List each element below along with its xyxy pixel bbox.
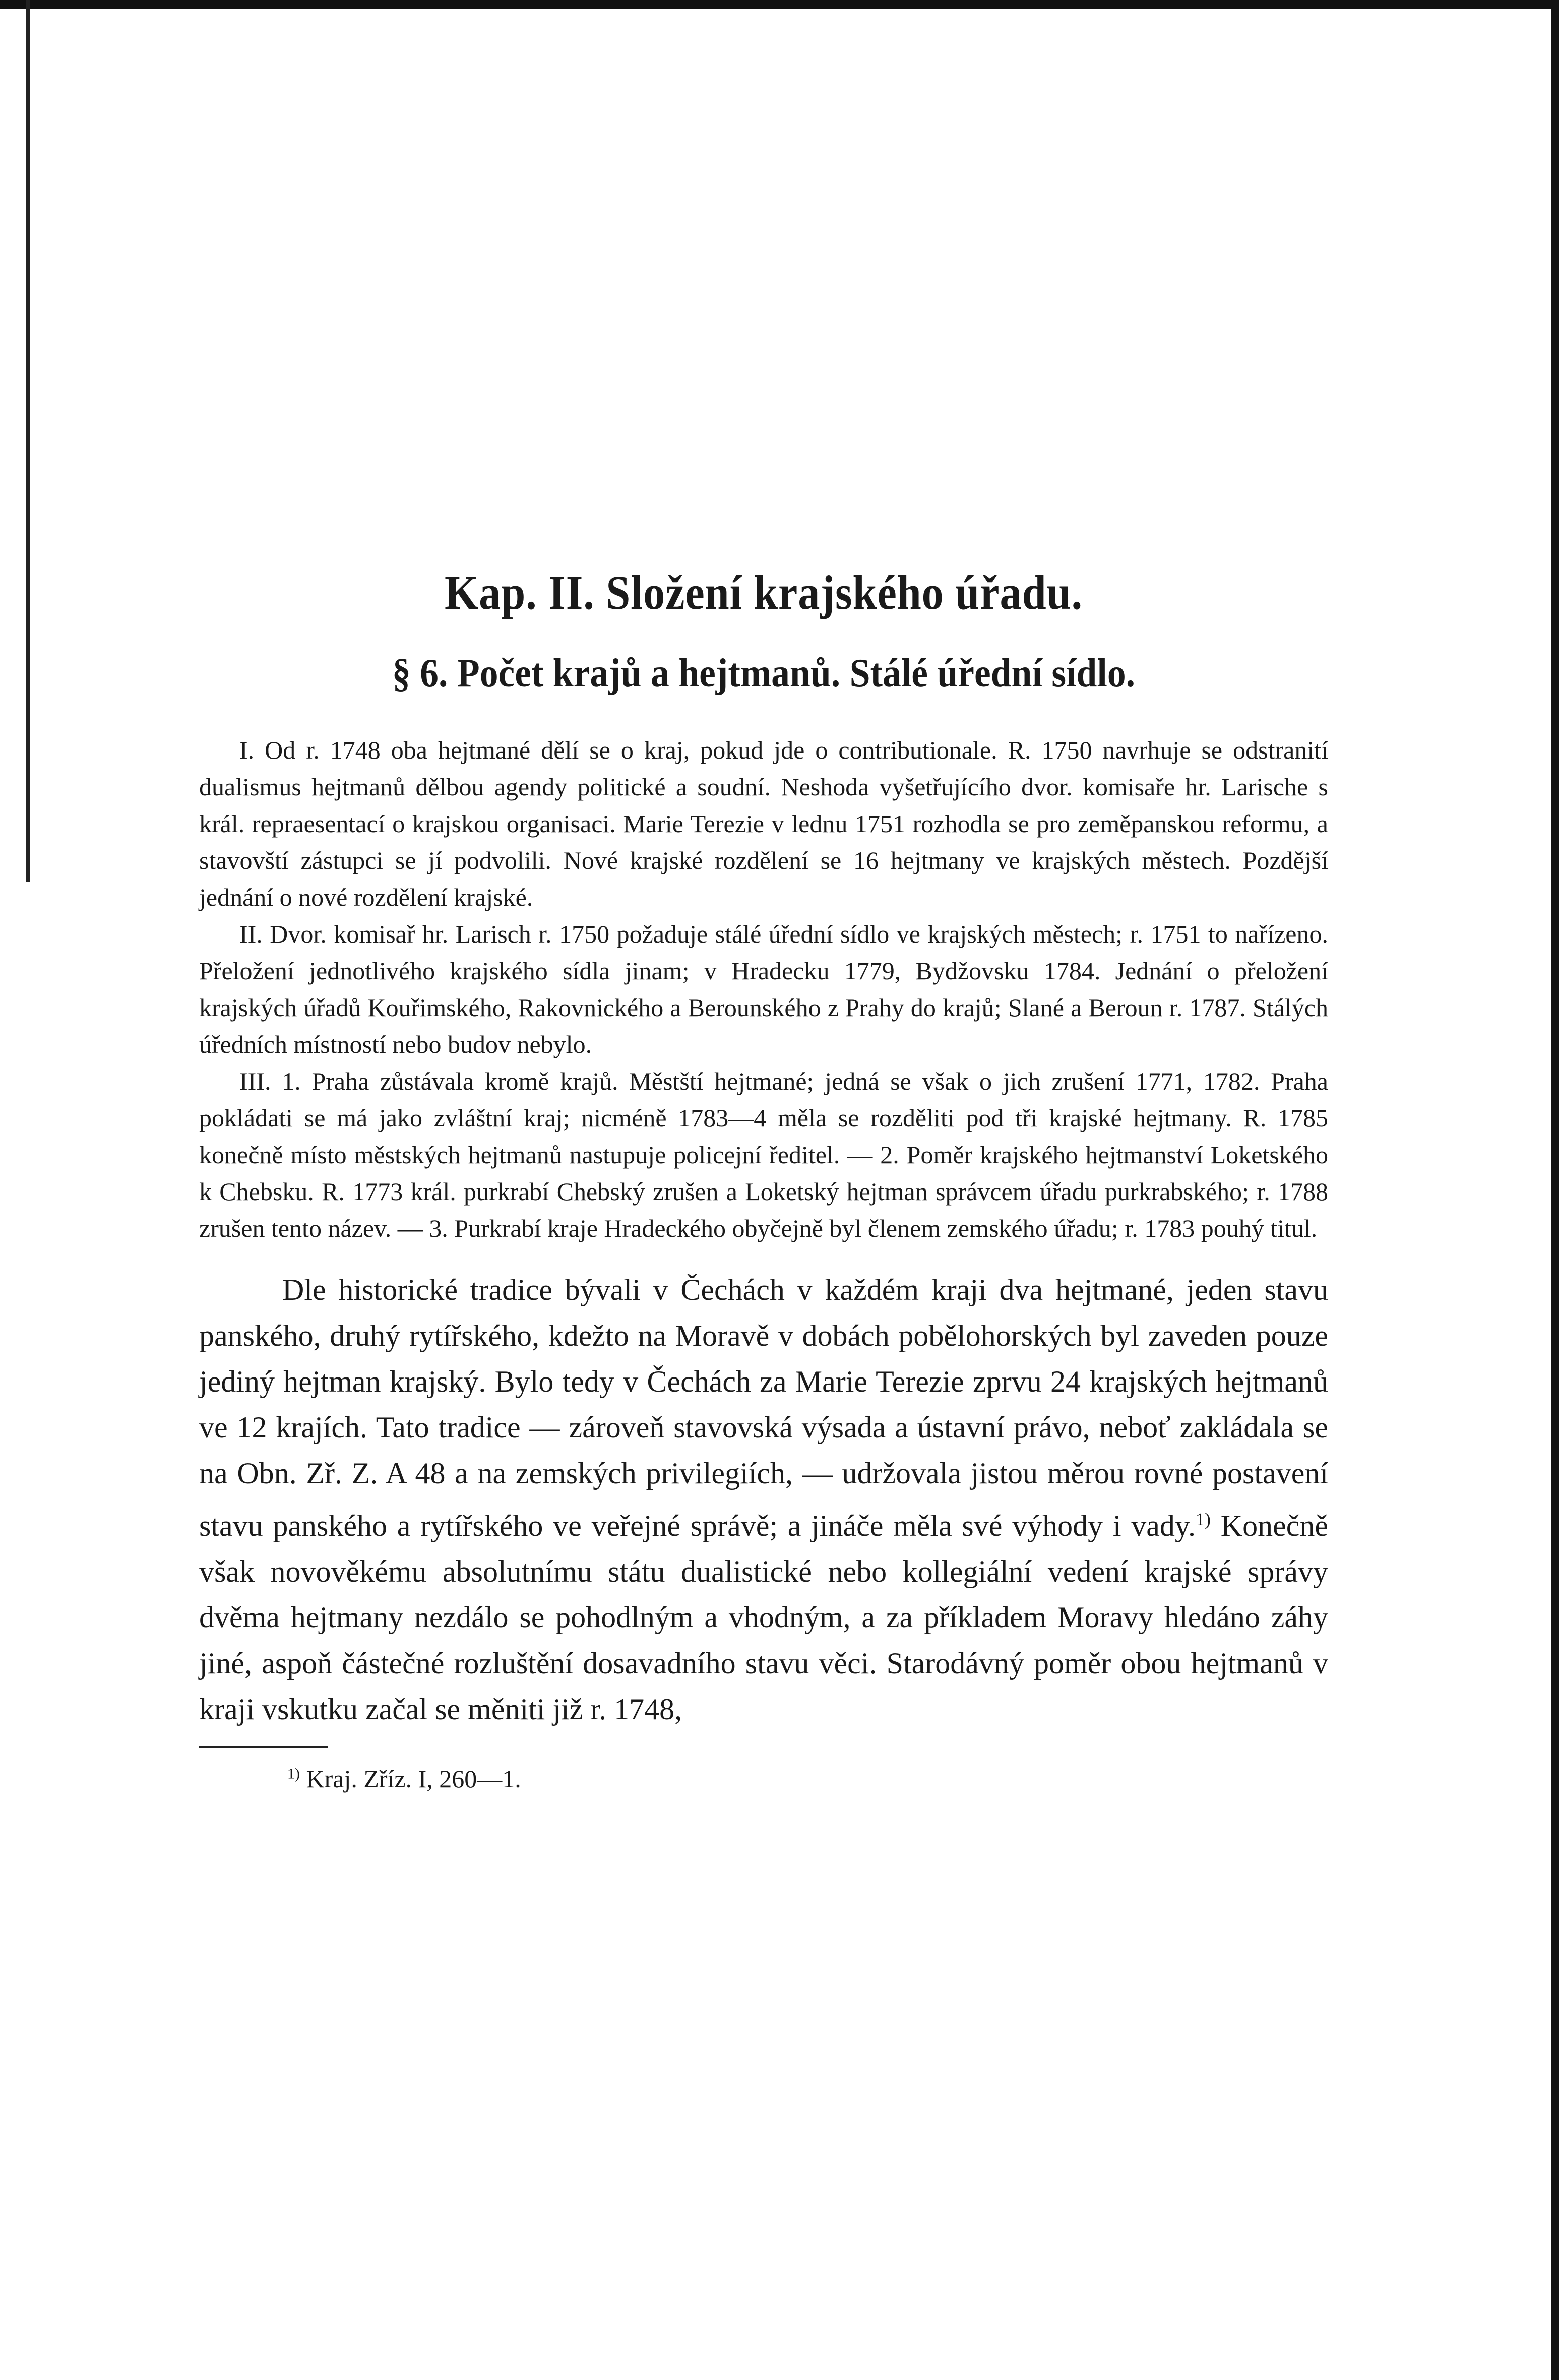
scan-edge-left (26, 0, 30, 882)
summary-paragraph-3: III. 1. Praha zůstávala kromě krajů. Městští hejtmané; jedná se však o jich zrušení 1771, 1782. Praha pokládati se má jako zvláštní kraj; nicméně 1783—4 měla se rozděliti pod tři krajské hejtmany. R. 1785 konečně místo městských hejtmanů nastupuje policejní ředitel. — 2. Poměr krajského hejtmanství Loketského k Chebsku. R. 1773 král. purkrabí Chebský zrušen a Loketský hejtman správcem úřadu purkrabského; r. 1788 zrušen tento název. — 3. Purkrabí kraje Hradeckého obyčejně byl členem zemského úřadu; r. 1783 pouhý titul. (199, 1067, 1328, 1242)
summary-paragraph-2: II. Dvor. komisař hr. Larisch r. 1750 požaduje stálé úřední sídlo ve krajských městech; r. 1751 to nařízeno. Přeložení jednotlivého krajského sídla jinam; v Hradecku 1779, Bydžovsku 1784. Jednání o přeložení krajských úřadů Kouřimského, Rakovnického a Berounského z Prahy do krajů; Slané a Beroun r. 1787. Stálých úředních místností nebo budov nebylo. (199, 920, 1328, 1058)
body-paragraph-continuation: Konečně však novověkému absolutnímu státu dualistické nebo kollegiální vedení krajské správy dvěma hejtmany nezdálo se pohodlným a vhodným, a za příkladem Moravy hledáno záhy jiné, aspoň částečné rozluštění dosavadního stavu věci. Starodávný poměr obou hejtmanů v kraji vskutku začal se měniti již r. 1748, (199, 1509, 1328, 1726)
main-text (199, 1267, 1328, 1732)
body-paragraph-text: Dle historické tradice bývali v Čechách v každém kraji dva hejtmané, jeden stavu panského, druhý rytířského, kdežto na Moravě v dobách pobělohorských byl zaveden pouze jediný hejtman krajský. Bylo tedy v Čechách za Marie Terezie zprvu 24 krajských hejtmanů ve 12 krajích. Tato tradice — zároveň stavovská výsada a ústavní právo, neboť zakládala se na Obn. Zř. Z. A 48 a na zemských privilegiích, — udržovala jistou měrou rovné postavení stavu panského a rytířského ve veřejné správě; a jináče měla své výhody i vady. (199, 1273, 1328, 1542)
scan-edge-right (1551, 0, 1559, 2380)
footnote-reference: 1) (1196, 1509, 1211, 1529)
footnote (287, 1764, 1328, 1793)
footnote-marker: 1) (287, 1765, 300, 1782)
chapter-title: Kap. II. Složení krajského úřadu. (445, 566, 1083, 619)
section-title: § 6. Počet krajů a hejtmanů. Stálé úřední sídlo. (392, 651, 1136, 696)
summary-paragraph-1: I. Od r. 1748 oba hejtmané dělí se o kraj, pokud jde o contributionale. R. 1750 navrhuje se odstranití dualismus hejtmanů dělbou agendy politické a soudní. Neshoda vyšetřujícího dvor. komisaře hr. Larische s král. repraesentací o krajskou organisaci. Marie Terezie v lednu 1751 rozhodla se pro zeměpanskou reformu, a stavovští zástupci se jí podvolili. Nové krajské rozdělení se 16 hejtmany ve krajských městech. Pozdější jednání o nové rozdělení krajské. (199, 736, 1328, 911)
scan-edge-top (0, 0, 1559, 9)
section-summary (199, 732, 1328, 1247)
footnote-text: Kraj. Zříz. I, 260—1. (306, 1765, 521, 1793)
footnote-divider (199, 1746, 328, 1748)
page-content (199, 565, 1328, 1793)
body-paragraph (199, 1267, 1328, 1732)
